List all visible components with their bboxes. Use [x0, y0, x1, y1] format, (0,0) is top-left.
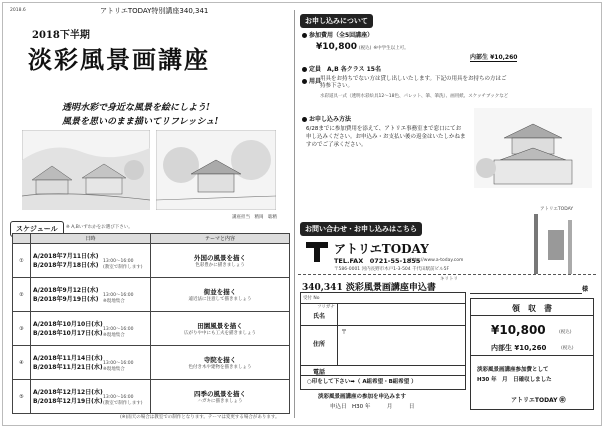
theme-sub: 遠近法に注意して描きましょう	[188, 297, 252, 302]
page-number: 2018.6	[10, 8, 26, 13]
fee-member: 内部生 ¥10,260	[470, 54, 518, 61]
theme-title: 街並を描く	[203, 288, 237, 296]
apply-date: 申込日 H30 年 月 日	[330, 404, 415, 410]
table-row	[13, 346, 290, 380]
date-b: B/2018年9月19日(水)	[33, 296, 99, 303]
form-title: 340,341 淡彩風景画講座申込書	[302, 283, 436, 293]
fee-line: ¥10,800 (税込) ※中学生以上可。	[316, 42, 409, 52]
catch-line-2: 風景を思いのまま描いてリフレッシュ!	[62, 117, 219, 127]
schedule-table	[12, 233, 290, 414]
kiritori-label: キリトリ	[440, 277, 458, 282]
date-a: A/2018年11月14日(水)	[33, 355, 103, 362]
tel: TEL.FAX 0721-55-1855	[334, 257, 421, 265]
receipt-tax: (税込)	[559, 330, 572, 335]
method-label: お申し込み方法	[302, 114, 351, 123]
time: 13:00〜16:00	[103, 259, 134, 264]
inquiry-head: お問い合わせ・お申し込みはこちら	[300, 222, 422, 236]
theme-title: 四季の風景を描く	[194, 390, 246, 398]
schedule-label: スケジュール	[10, 221, 64, 237]
map-title: アトリエTODAY	[540, 207, 574, 212]
receipt-amount: ¥10,800	[491, 323, 546, 337]
date-a: A/2018年10月10日(水)	[33, 321, 103, 328]
address-label: 住所	[313, 341, 326, 348]
name-label: 氏名	[313, 313, 326, 320]
receipt-date: H30 年 月 日確収しました	[477, 377, 552, 383]
divider	[294, 10, 295, 418]
theme-title: 寺院を描く	[203, 356, 237, 364]
capacity: 定員 A,B 各クラス 15名	[302, 64, 381, 73]
table-row	[13, 380, 290, 414]
theme-sub: 広がりや中にも工夫を描きましょう	[184, 331, 256, 336]
instructor-caption: 講座担当 精岡 聡精	[232, 215, 277, 220]
time-note: (教室で制作します)	[103, 401, 143, 406]
date-b: B/2018年7月18日(水)	[33, 262, 99, 269]
url[interactable]: http://www.a-today.com	[410, 258, 464, 263]
footnote: (※)雨天の場合は教室での制作となります。テーマは変更する場合があります。	[120, 415, 280, 420]
name-field[interactable]	[337, 303, 465, 325]
application-form	[300, 292, 466, 390]
apply-statement: 淡彩風景画講座の参加を申込みます	[318, 394, 407, 400]
col-theme: テーマと内容	[151, 234, 290, 244]
method-text: 6/28までに参加費用を添えて、アトリエ事務室まで窓口にてお申し込みください。お申込み・お支払い後の返金はいたしかねますのでご了承ください。	[306, 126, 466, 148]
receipt-sign: アトリエTODAY ㊞	[511, 397, 566, 404]
brand-name: アトリエTODAY	[334, 242, 429, 256]
row-number: ②	[13, 278, 31, 312]
items-label: 用具	[302, 76, 321, 85]
cut-line	[298, 274, 596, 275]
furigana-label: フリガナ	[317, 305, 335, 310]
access-map	[528, 210, 594, 276]
period-title: 2018下半期	[32, 30, 90, 41]
table-row	[13, 312, 290, 346]
address-field[interactable]	[339, 325, 465, 365]
member-no-label: 受付 No	[303, 296, 320, 301]
time: 13:00〜16:00	[103, 293, 134, 298]
date-a: A/2018年12月12日(水)	[33, 389, 103, 396]
col-date: 日時	[31, 234, 151, 244]
theme-title: 外国の風景を描く	[194, 254, 246, 262]
painting-temple	[156, 130, 276, 210]
theme-sub: 色付き木や建物を描きましょう	[188, 365, 252, 370]
zip-mark: 〒	[341, 329, 348, 336]
row-number: ④	[13, 346, 31, 380]
time-note: ※現地集合	[103, 333, 125, 338]
time: 13:00〜16:00	[103, 395, 134, 400]
receipt	[470, 298, 594, 410]
painting-village	[22, 130, 150, 210]
receipt-name-field[interactable]	[470, 282, 582, 294]
main-title: 淡彩風景画講座	[28, 45, 210, 74]
apply-section-head: お申し込みについて	[300, 14, 373, 28]
time: 13:00〜16:00	[103, 361, 134, 366]
address: 〒586-0001 河内長野市木戸1-3-504 千代田駅前ビル5F	[334, 267, 450, 272]
theme-sub: ハガキに描きましょう	[197, 399, 243, 404]
schedule-note: ※ A,Bいずれかをお選び下さい。	[66, 225, 133, 230]
receipt-title: 領 収 書	[512, 303, 552, 313]
date-a: A/2018年9月12日(水)	[33, 287, 99, 294]
time: 13:00〜16:00	[103, 327, 134, 332]
time-note: (教室で制作します)	[103, 265, 143, 270]
receipt-sama: 様	[582, 286, 589, 293]
items-text: 用具をお持ちでない方は貸し出しいたします。下記の用具をお持ちの方はご持参下さい。	[320, 76, 507, 90]
date-a: A/2018年7月11日(水)	[33, 253, 99, 260]
date-b: B/2018年12月19日(水)	[33, 398, 103, 405]
receipt-member: 内部生 ¥10,260	[491, 344, 547, 352]
fee-label: 参加費用（全5回講座）	[302, 30, 373, 39]
receipt-member-tax: (税込)	[561, 346, 574, 351]
painting-castle	[474, 108, 592, 188]
time-note: ※現地集合	[103, 299, 125, 304]
row-number: ⑤	[13, 380, 31, 414]
brand-logo	[304, 238, 330, 264]
class-choice-note[interactable]: ○印をして下さい➡（ A組希望・B組希望 ）	[307, 379, 417, 385]
date-b: B/2018年10月17日(水)	[33, 330, 103, 337]
date-b: B/2018年11月21日(水)	[33, 364, 103, 371]
items-detail: 水彩道具一式（透明水彩絵具12〜18色、パレット、筆、筆洗）、画用紙、スケッチブックなど	[320, 94, 509, 99]
row-number: ①	[13, 244, 31, 278]
tel-label: 電話	[313, 369, 326, 376]
table-row	[13, 244, 290, 278]
special-course-label: アトリエTODAY特別講座340,341	[100, 7, 209, 15]
theme-sub: 色彩豊かに描きましょう	[195, 263, 245, 268]
table-row	[13, 278, 290, 312]
row-number: ③	[13, 312, 31, 346]
time-note: ※現地集合	[103, 367, 125, 372]
theme-title: 田園風景を描く	[197, 322, 243, 330]
tel-field[interactable]	[337, 365, 465, 375]
catch-line-1: 透明水彩で身近な風景を絵にしよう!	[62, 103, 210, 113]
receipt-note: 淡彩風景画講座参加費として	[477, 367, 549, 373]
